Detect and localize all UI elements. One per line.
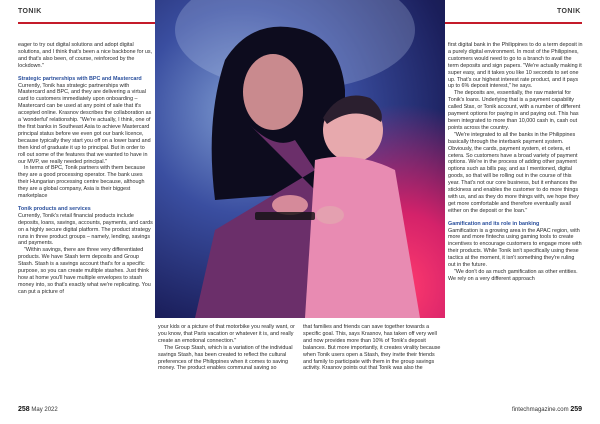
photo-illustration xyxy=(155,0,445,318)
paragraph: Gamification is a growing area in the APAC region, with more and more fintechs using gaming tools to create incentives to encourage customers to engage more with their products. While Tonik isn't specifically using these tactics at the moment, it isn't something they're ruling out in the future. xyxy=(448,227,582,269)
paragraph: your kids or a picture of that motorbike you really want, or you know, that Paris vacation or whatever it is, and really create an emotional connection." xyxy=(158,324,295,344)
footer-right xyxy=(512,406,582,413)
header-rule-left xyxy=(18,22,155,24)
paragraph: that families and friends can save together towards a specific goal. This, says Krasnov, has taken off very well and now provides more than 10% of Tonik's deposit balances. But more importantly, it creates virality because when Tonik users open a Stash, they invite their friends and family to participate with them in the group savings activity. Krasnov points out that Tonik was also the xyxy=(303,324,441,372)
hero-photo xyxy=(155,0,445,318)
subheading: Strategic partnerships with BPC and Mastercard xyxy=(18,75,142,82)
paragraph: first digital bank in the Philippines to do a term deposit in a purely digital environment. In most of the Philippines, customers would need to go to a branch to avail the term deposits and sign papers. "We're actually making it super easy, and it takes you like 10 seconds to set one up. That's our highest interest rate product, and it pays up to 6% deposit interest," he says. xyxy=(448,42,583,90)
paragraph: Currently, Tonik's retail financial products include deposits, loans, savings, accounts, payments, and cards on a highly secure digital platform. The product strategy runs in three product groups – namely, lending, savings and payments. xyxy=(18,212,153,247)
paragraph: "We're integrated to all the banks in the Philippines basically through the interbank payment system. Obviously, the cards, payment system, et cetera, et cetera. So customers have a broad variety of payment options. We're in the process of adding other payment options such as bills pay, and as I mentioned, digital goods, so that will be rolling out in the course of this year. That's not our core business, but it enhances the stickiness and enables the customer to do more things with us, and as they do more things with, we hope they get more comfortable and therefore eventually avail either on the deposit or the loan." xyxy=(448,131,579,214)
subheading: Tonik products and services xyxy=(18,205,91,212)
subheading: Gamification and its role in banking xyxy=(448,220,540,227)
paragraph: The Group Stash, which is a variation of the individual savings Stash, has been created to reflect the cultural preferences of the Philippines when it comes to saving money. The product enables communal saving so xyxy=(158,344,293,372)
article-column-4 xyxy=(448,42,583,283)
paragraph: eager to try out digital solutions and adopt digital solutions, and I think that's been a nice backbone for us, and that's also been, of course, reinforced by the lockdown." xyxy=(18,42,153,69)
paragraph: In terms of BPC, Tonik partners with them because they are a good processing operator. The bank uses their Hungarian processing centre because, although they are a global company, Asia is their biggest marketplace xyxy=(18,165,146,200)
article-column-3 xyxy=(303,324,443,372)
paragraph: The deposits are, essentially, the raw material for Tonik's loans. Underlying that is a payment capability called Stax, or Tonik account, with a number of different payment options for paying in and paying out. This has been integrated to more than 10,000 cash in, cash out points across the country. xyxy=(448,90,581,131)
site-url: fintechmagazine.com xyxy=(511,407,569,413)
issue-month: May 2022 xyxy=(31,407,58,413)
paragraph: "Within savings, there are three very differentiated products. We have Stash term deposits and Group Stash. Stash is a savings account that's for a specific purpose, so you can create multiple stashes. Just think how at home you'll have multiple envelopes to stash money into, so that's exactly what we're replicating. You can put a picture of xyxy=(18,247,151,295)
section-label-right: TONIK xyxy=(557,8,581,15)
article-column-2 xyxy=(158,324,298,372)
section-label-left: TONIK xyxy=(18,8,42,15)
paragraph: "We don't do as much gamification as other entities. We rely on a very different approach xyxy=(448,269,578,282)
footer-left xyxy=(18,406,58,413)
paragraph: Currently, Tonik has strategic partnerships with Mastercard and BPC, and they are delivering a virtual card to customers immediately upon onboarding – Mastercard can be used at any point of sale that it's accepted online. Krasnov describes the collaboration as a 'wonderful' relationship. "We're actually, I think, one of the first banks in Southeast Asia to achieve Mastercard principal status before we even got our bank licence, because typically they start you off on a lower band and then kind of graduate it up to principal. But in order to roll out some of the features that we wanted to have in our MVP, we really needed principal." xyxy=(18,82,152,165)
article-column-1 xyxy=(18,42,153,296)
page-number-left: 258 xyxy=(18,406,30,413)
page-number-right: 259 xyxy=(570,406,582,413)
header-rule-right xyxy=(445,22,582,24)
